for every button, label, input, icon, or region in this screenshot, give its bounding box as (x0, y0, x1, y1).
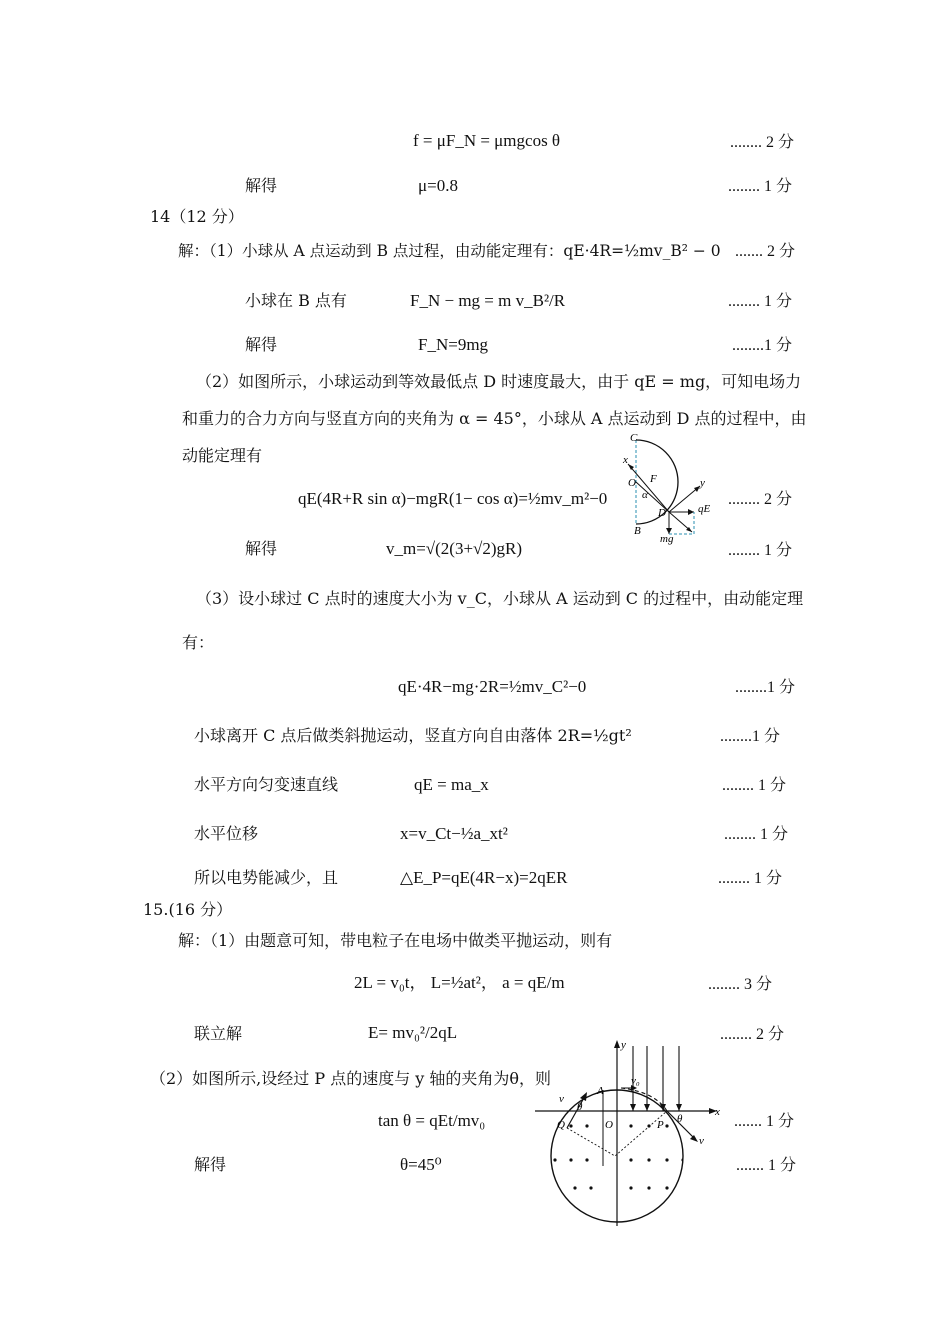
x-axis-arrow (628, 464, 634, 470)
score: ........1 分 (732, 337, 793, 354)
label-o: O (605, 1119, 613, 1131)
q14-part1-line: 解：（1）小球从 A 点运动到 B 点过程，由动能定理有：qE·4R=½mv_B² − 0 (178, 242, 721, 260)
q14-horizontal-eq: qE = ma_x (414, 775, 489, 794)
q14-part2-line3: 动能定理有 (182, 446, 263, 465)
label-y: y (621, 1039, 626, 1051)
score: ........1 分 (720, 728, 781, 745)
field-arrow (644, 1104, 650, 1111)
q14-fall-line: 小球离开 C 点后做类斜抛运动，竖直方向自由落体 2R=½gt² (194, 726, 632, 745)
score: ........ 2 分 (720, 1026, 785, 1043)
field-dots (553, 1124, 686, 1189)
label-f: F (650, 473, 657, 485)
score: ....... 1 分 (734, 1113, 795, 1130)
q15-angle-result: θ=45⁰ (400, 1155, 442, 1174)
q14-at-b-equation: F_N − mg = m v_B²/R (410, 291, 566, 310)
semicircle-track (636, 440, 678, 524)
equation-mu: μ=0.8 (418, 176, 458, 195)
question-14-header: 14（12 分） (150, 207, 244, 226)
label-v0: v₀ (631, 1075, 640, 1087)
q14-part2-line2: 和重力的合力方向与竖直方向的夹角为 α = 45°，小球从 A 点运动到 D 点的过程中，由 (182, 409, 807, 428)
qe-arrow (688, 509, 694, 515)
solve-label: 解得 (245, 176, 278, 195)
score: ........1 分 (735, 679, 796, 696)
label-c: C (630, 432, 638, 444)
label-v2: v (699, 1135, 704, 1147)
q14-final-label: 所以电势能减少，且 (194, 868, 339, 887)
q14-displacement-eq: x=v_Ct−½a_xt² (400, 824, 508, 843)
q14-part2-line1: （2）如图所示，小球运动到等效最低点 D 时速度最大，由于 qE = mg，可知电场力 (196, 372, 802, 391)
q15-field-eq: E= mv₀²/2qL (368, 1023, 458, 1042)
label-alpha: α (642, 489, 648, 501)
score: ....... 2 分 (735, 243, 796, 260)
q15-figure (527, 1036, 727, 1226)
velocity-q-arrow (580, 1092, 587, 1101)
velocity-p-arrow (690, 1135, 698, 1142)
q15-kinematics-eq: 2L = v₀t， L=½at²， a = qE/m (354, 973, 565, 992)
score: ....... 1 分 (736, 1157, 797, 1174)
q14-normal-force: F_N=9mg (418, 335, 489, 354)
q14-horizontal-label: 水平方向匀变速直线 (194, 775, 339, 794)
label-theta: θ (577, 1101, 583, 1113)
label-y: y (700, 477, 705, 489)
label-x: x (623, 454, 628, 466)
score: ........ 1 分 (724, 826, 789, 843)
q15-combine-label: 联立解 (194, 1024, 243, 1043)
q14-displacement-label: 水平位移 (194, 824, 259, 843)
score: ........ 3 分 (708, 976, 773, 993)
q15-part2-line: （2）如图所示,设经过 P 点的速度与 y 轴的夹角为θ，则 (150, 1069, 552, 1088)
label-o: O (628, 477, 636, 489)
q14-part3-line2: 有： (182, 633, 215, 652)
score: ........ 1 分 (728, 178, 793, 195)
label-q: Q (557, 1119, 565, 1131)
score: ........ 2 分 (730, 134, 795, 151)
label-a: A (597, 1085, 604, 1097)
label-qe: qE (698, 503, 711, 515)
q14-potential-energy: △E_P=qE(4R−x)=2qER (400, 868, 568, 887)
score: ........ 1 分 (728, 542, 793, 559)
label-x: x (715, 1106, 720, 1118)
y-axis-line (669, 486, 700, 512)
field-arrow (630, 1104, 636, 1111)
solve-label: 解得 (194, 1155, 227, 1174)
label-p: P (657, 1119, 664, 1131)
score: ........ 1 分 (728, 293, 793, 310)
q15-part1-line: 解：（1）由题意可知，带电粒子在电场中做类平抛运动，则有 (178, 931, 613, 950)
score: ........ 1 分 (722, 777, 787, 794)
q14-at-b-label: 小球在 B 点有 (245, 291, 347, 310)
score: ........ 2 分 (728, 491, 793, 508)
solve-label: 解得 (245, 539, 278, 558)
question-15-header: 15.(16 分） (143, 900, 233, 919)
q15-tan-eq: tan θ = qEt/mv₀ (378, 1111, 486, 1130)
q14-energy-equation: qE(4R+R sin α)−mgR(1− cos α)=½mv_m²−0 (298, 489, 608, 508)
label-d: D (658, 507, 666, 519)
equation-friction: f = μF_N = μmgcos θ (413, 131, 561, 150)
solve-label: 解得 (245, 335, 278, 354)
q14-figure (612, 428, 724, 550)
q14-max-speed: v_m=√(2(3+√2)gR) (386, 539, 523, 558)
y-axis-arrow (614, 1040, 620, 1048)
field-arrow (676, 1104, 682, 1111)
label-v: v (559, 1093, 564, 1105)
q14-part3-line1: （3）设小球过 C 点时的速度大小为 v_C，小球从 A 运动到 C 的过程中，由动能定理 (196, 589, 804, 608)
label-theta2: θ (677, 1113, 683, 1125)
label-b: B (634, 525, 641, 537)
q14-energy-to-c: qE·4R−mg·2R=½mv_C²−0 (398, 677, 587, 696)
label-mg: mg (660, 533, 674, 545)
score: ........ 1 分 (718, 870, 783, 887)
